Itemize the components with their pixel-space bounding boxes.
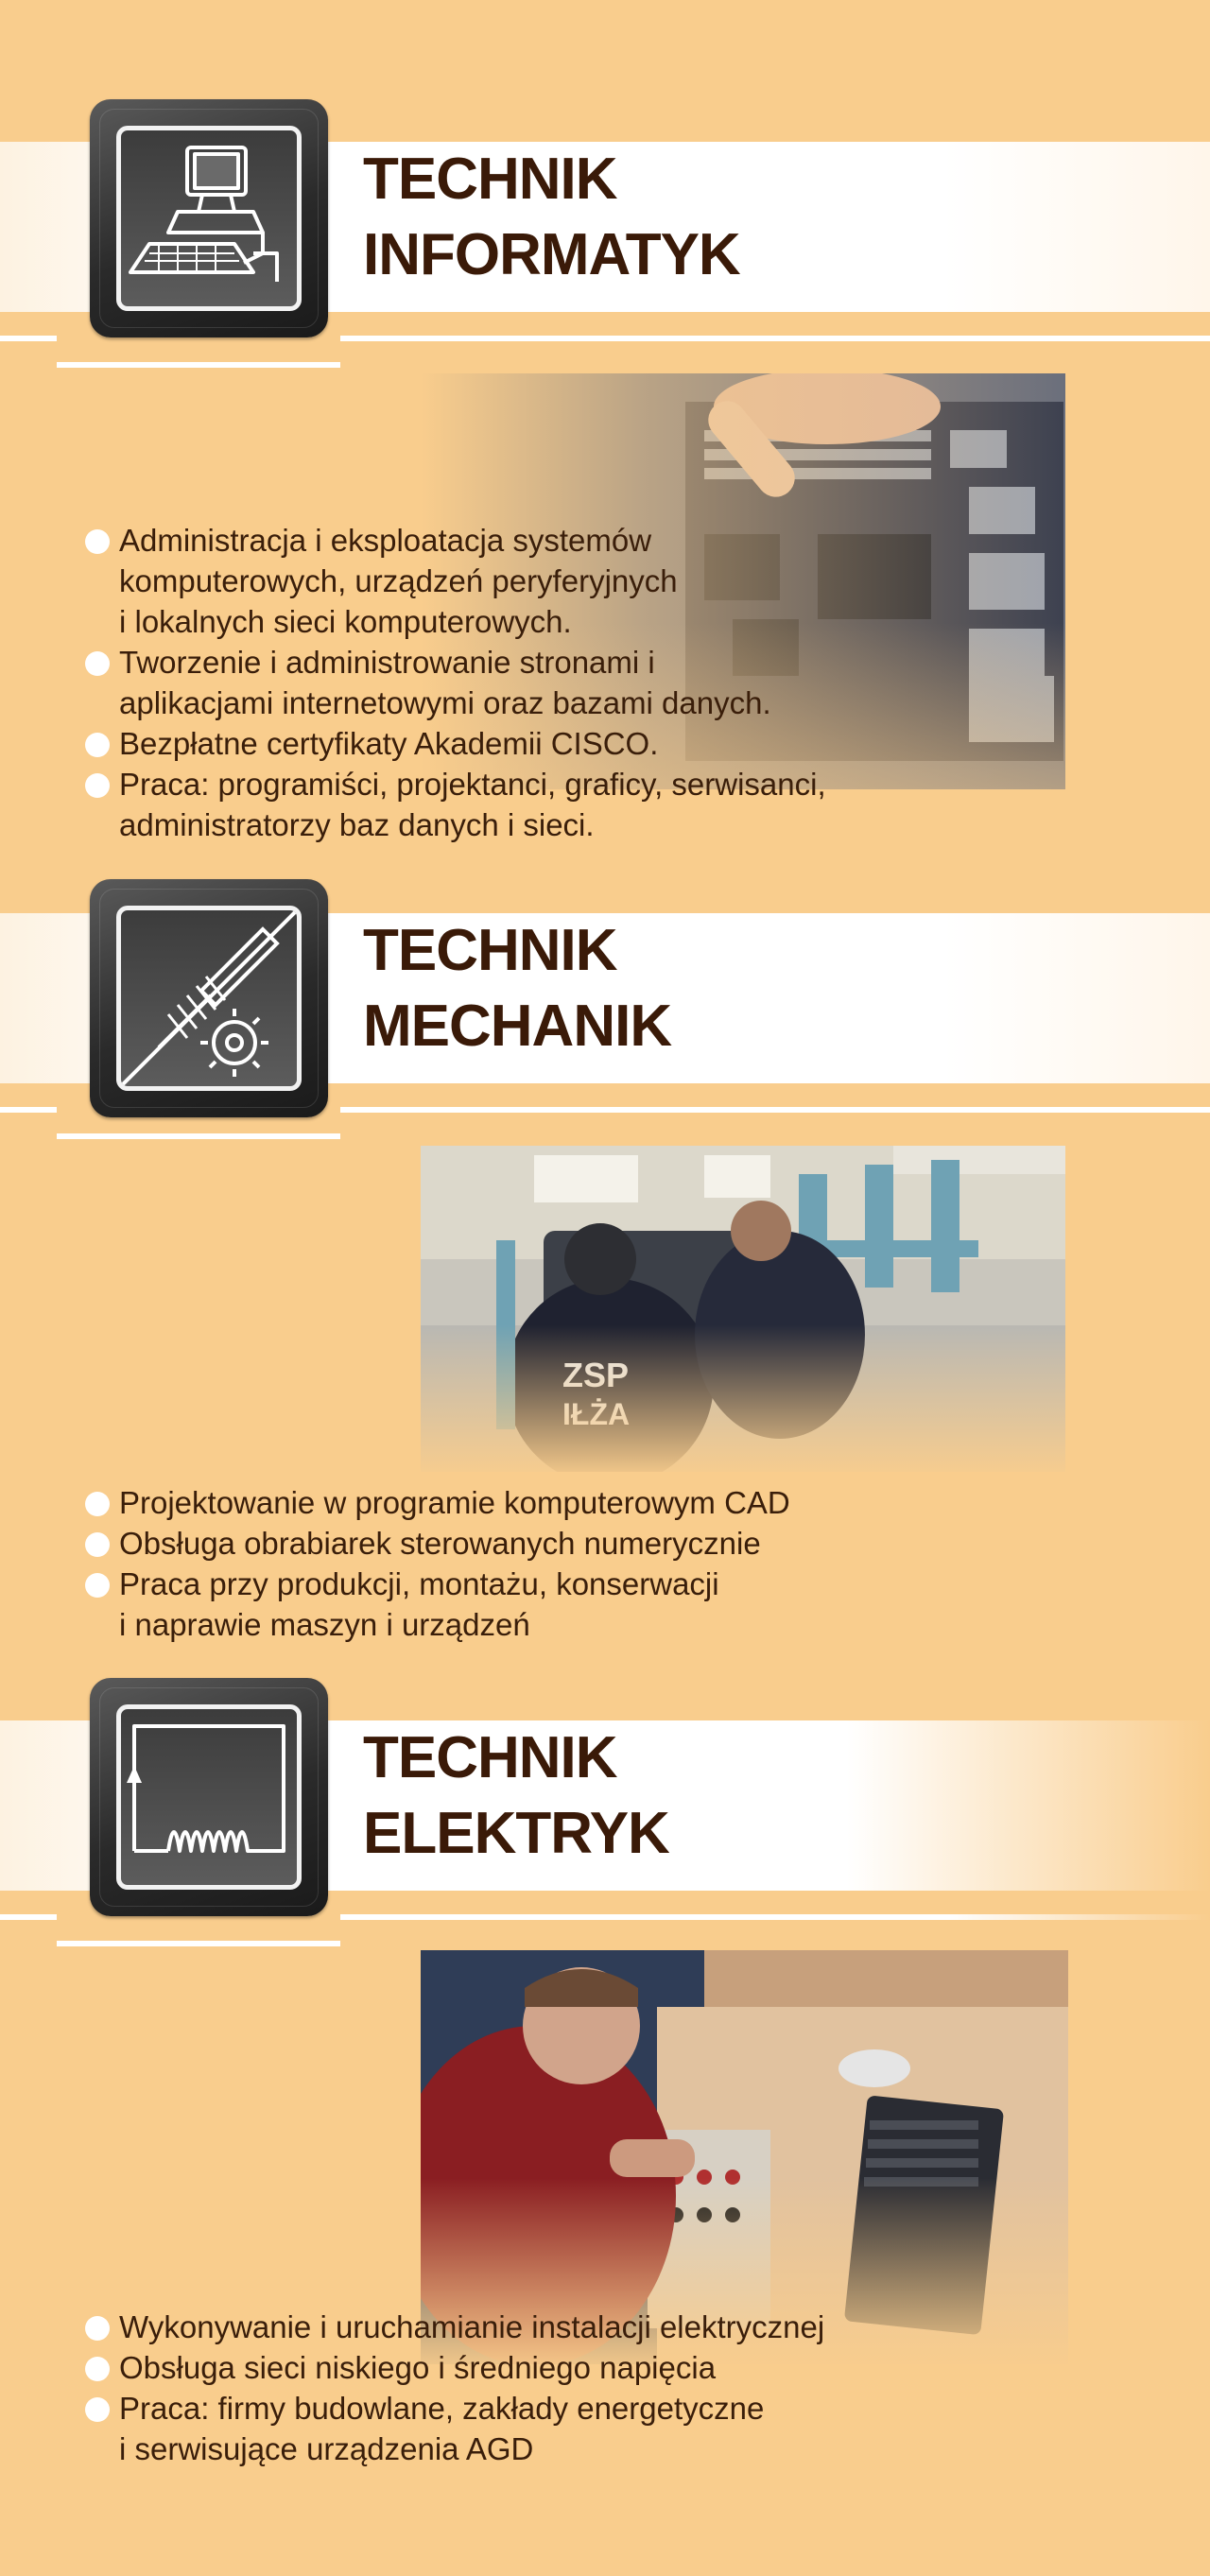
section-title <box>363 913 671 1064</box>
bullet-dot <box>85 2357 110 2381</box>
list-item-text: Praca: programiści, projektanci, graficy, serwisanci, administratorzy baz danych i sieci. <box>119 767 826 842</box>
band-divider <box>340 336 1210 341</box>
title-line-2: INFORMATYK <box>363 222 740 287</box>
list-item-text: Praca: firmy budowlane, zakłady energetyczne i serwisujące urządzenia AGD <box>119 2391 765 2466</box>
bullet-dot <box>85 773 110 798</box>
computer-icon-box <box>90 99 328 337</box>
list-item <box>85 2347 824 2388</box>
band-divider <box>340 1107 1210 1113</box>
photo-electric-lab <box>421 1950 1068 2364</box>
section-title <box>363 142 740 293</box>
band-divider-left <box>0 1914 57 1920</box>
mechanic-icon-box <box>90 879 328 1117</box>
photo-workshop <box>421 1146 1065 1472</box>
band-divider-left <box>0 336 57 341</box>
bullet-dot <box>85 1532 110 1557</box>
bullet-dot <box>85 1492 110 1516</box>
list-item <box>85 2307 824 2347</box>
title-line-1: TECHNIK <box>363 1725 617 1790</box>
list-item-text: Obsługa sieci niskiego i średniego napięcia <box>119 2350 717 2385</box>
section-title <box>363 1720 669 1872</box>
list-item <box>85 2388 824 2469</box>
title-line-2: MECHANIK <box>363 994 672 1059</box>
bullet-list <box>85 2307 824 2469</box>
bullet-dot <box>85 2397 110 2422</box>
title-line-1: TECHNIK <box>363 918 617 983</box>
list-item <box>85 642 826 723</box>
list-item <box>85 1564 790 1645</box>
bullet-dot <box>85 2316 110 2341</box>
bullet-dot <box>85 1573 110 1598</box>
band-divider-step <box>57 362 340 368</box>
bullet-list <box>85 1482 790 1645</box>
list-item-text: Projektowanie w programie komputerowym CAD <box>119 1485 790 1520</box>
band-divider-left <box>0 1107 57 1113</box>
section-mechanik <box>0 851 1210 1683</box>
circuit-coil-icon <box>121 1709 297 1885</box>
title-line-2: ELEKTRYK <box>363 1801 669 1866</box>
bullet-dot <box>85 733 110 757</box>
list-item <box>85 723 826 764</box>
bullet-dot <box>85 529 110 554</box>
band-divider-step <box>57 1133 340 1139</box>
gear-drill-icon <box>121 910 297 1086</box>
list-item-text: Obsługa obrabiarek sterowanych numerycznie <box>119 1526 761 1561</box>
electric-icon-box <box>90 1678 328 1916</box>
section-elektryk <box>0 1650 1210 2576</box>
list-item-text: Bezpłatne certyfikaty Akademii CISCO. <box>119 726 659 761</box>
section-informatyk <box>0 0 1210 870</box>
list-item-text: Administracja i eksploatacja systemów komputerowych, urządzeń peryferyjnych i lokalnych sieci komputerowych. <box>119 523 678 639</box>
list-item <box>85 764 826 845</box>
list-item <box>85 520 826 642</box>
bullet-list <box>85 520 826 845</box>
list-item <box>85 1523 790 1564</box>
list-item <box>85 1482 790 1523</box>
bullet-dot <box>85 651 110 676</box>
list-item-text: Wykonywanie i uruchamianie instalacji elektrycznej <box>119 2309 825 2344</box>
band-divider <box>340 1914 1210 1920</box>
title-line-1: TECHNIK <box>363 147 617 212</box>
list-item-text: Praca przy produkcji, montażu, konserwacji i naprawie maszyn i urządzeń <box>119 1566 719 1642</box>
list-item-text: Tworzenie i administrowanie stronami i aplikacjami internetowymi oraz bazami danych. <box>119 645 771 720</box>
computer-icon <box>121 130 297 306</box>
band-divider-step <box>57 1941 340 1946</box>
